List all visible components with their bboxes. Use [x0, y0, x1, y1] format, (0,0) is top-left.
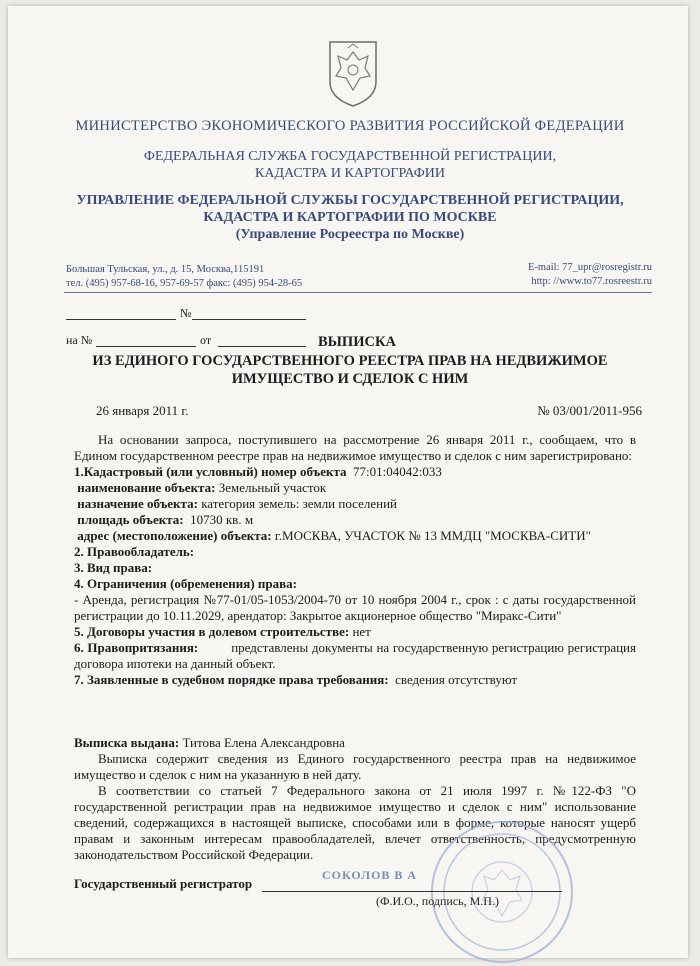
object-name-row — [74, 480, 636, 496]
restrictions-label: 4. Ограничения (обременения) права: — [74, 576, 297, 591]
directorate-line-1: УПРАВЛЕНИЕ ФЕДЕРАЛЬНОЙ СЛУЖБЫ ГОСУДАРСТВЕННОЙ РЕГИСТРАЦИИ, — [76, 193, 624, 208]
directorate-line-2: КАДАСТРА И КАРТОГРАФИИ ПО МОСКВЕ — [203, 210, 497, 225]
document-title: ВЫПИСКА — [318, 334, 396, 350]
area-row — [74, 512, 636, 528]
claims-row — [74, 640, 636, 672]
object-name-label: наименование объекта: — [77, 480, 216, 495]
federal-service-name — [0, 148, 700, 182]
address-line-2: тел. (495) 957-68-16, 957-69-57 факс: (495) 954-28-65 — [66, 278, 303, 289]
address-row — [74, 528, 636, 544]
number-label: № — [180, 306, 192, 320]
extract-date: 26 января 2011 г. — [96, 403, 189, 418]
official-seal-stamp — [428, 818, 576, 966]
subtitle-line-2: ИМУЩЕСТВО И СДЕЛОК С НИМ — [231, 371, 469, 387]
website: http: //www.to77.rosreestr.ru — [531, 276, 652, 287]
legal-note: В соответствии со статьей 7 Федерального закона от 21 июля 1997 г. №122-ФЗ "О государственной регистрации прав на недвижимое имущество и сделок с ним" использование сведений, содержащихся в настоящей выписке, способами или в форме, которые наносят ущерб правам и законным интересам правообладателей, влечет ответственность, предусмотренную законодательством Российской Федерации. — [74, 783, 636, 862]
contracts-label: 5. Договоры участия в долевом строительстве: — [74, 624, 350, 639]
registrar-name-stamp: СОКОЛОВ В А — [322, 868, 418, 882]
document-subtitle — [0, 352, 700, 388]
header-divider — [64, 292, 652, 293]
reply-number-blank — [96, 345, 196, 347]
from-label: от — [200, 333, 212, 347]
right-holder-label: 2. Правообладатель: — [74, 544, 195, 559]
claims-value: представлены документы на государственную регистрацию регистрация договора ипотеки на данный объект. — [74, 640, 636, 671]
purpose-label: назначение объекта: — [77, 496, 198, 511]
reply-to-label: на № — [66, 333, 93, 347]
issued-to: Титова Елена Александровна — [182, 735, 345, 750]
object-name-value: Земельный участок — [218, 480, 327, 495]
outgoing-number-blank — [66, 318, 176, 320]
coat-of-arms-icon — [326, 38, 380, 108]
purpose-row — [74, 496, 636, 512]
issued-label: Выписка выдана: — [74, 735, 180, 750]
object-address-value: г.МОСКВА, УЧАСТОК № 13 ММДЦ "МОСКВА-СИТИ" — [274, 528, 591, 543]
contracts-value: нет — [352, 624, 371, 639]
reply-date-blank — [218, 345, 306, 347]
signature-hint: (Ф.И.О., подпись, М.П.) — [376, 894, 499, 908]
issued-row — [74, 735, 636, 751]
service-line-2: КАДАСТРА И КАРТОГРАФИИ — [255, 166, 445, 181]
cadastral-row — [74, 464, 636, 480]
area-value: 10730 кв. м — [190, 512, 254, 527]
purpose-value: категория земель: земли поселений — [201, 496, 397, 511]
right-type-label: 3. Вид права: — [74, 560, 153, 575]
ministry-name: МИНИСТЕРСТВО ЭКОНОМИЧЕСКОГО РАЗВИТИЯ РОССИЙСКОЙ ФЕДЕРАЦИИ — [75, 118, 625, 134]
contact-info — [528, 261, 652, 289]
contracts-row — [74, 624, 636, 640]
validity-note: Выписка содержит сведения из Единого государственного реестра прав на недвижимое имущество и сделок с ним на указанную в ней дату. — [74, 751, 636, 782]
restrictions-value: - Аренда, регистрация №77-01/05-1053/2004-70 от 10 ноября 2004 г., срок : с даты государственной регистрации до 10.11.2029, арендатор: Закрытое акционерное общество "Миракс-Сити" — [74, 592, 636, 623]
disputes-value: сведения отсутствуют — [395, 672, 518, 687]
directorate-line-3: (Управление Росреестра по Москве) — [235, 227, 465, 242]
subtitle-line-1: ИЗ ЕДИНОГО ГОСУДАРСТВЕННОГО РЕЕСТРА ПРАВ НА НЕДВИЖИМОЕ — [92, 353, 608, 369]
disputes-label: 7. Заявленные в судебном порядке права требования: — [74, 672, 389, 687]
outgoing-date-blank — [192, 318, 306, 320]
extract-body — [74, 432, 636, 688]
intro-paragraph: На основании запроса, поступившего на рассмотрение 26 января 2011 г., сообщаем, что в Едином государственном реестре прав на недвижимое имущество и сделок с ним зарегистрировано: — [74, 432, 636, 463]
registration-number: № 03/001/2011-956 — [537, 403, 642, 418]
area-label: площадь объекта: — [77, 512, 184, 527]
registrar-label: Государственный регистратор — [74, 876, 253, 891]
cadastral-label: 1.Кадастровый (или условный) номер объекта — [74, 464, 347, 479]
object-address-label: адрес (местоположение) объекта: — [77, 528, 272, 543]
cadastral-value: 77:01:04042:033 — [353, 464, 442, 479]
directorate-name — [0, 192, 700, 243]
postal-address — [66, 263, 302, 291]
address-line-1: Большая Тульская, ул., д. 15, Москва,115191 — [66, 264, 265, 275]
claims-label: 6. Правопритязания: — [74, 640, 199, 655]
disputes-row — [74, 672, 636, 688]
service-line-1: ФЕДЕРАЛЬНАЯ СЛУЖБА ГОСУДАРСТВЕННОЙ РЕГИСТРАЦИИ, — [143, 149, 557, 164]
email: E-mail: 77_upr@rosregistr.ru — [528, 262, 652, 273]
signature-line — [262, 890, 562, 892]
